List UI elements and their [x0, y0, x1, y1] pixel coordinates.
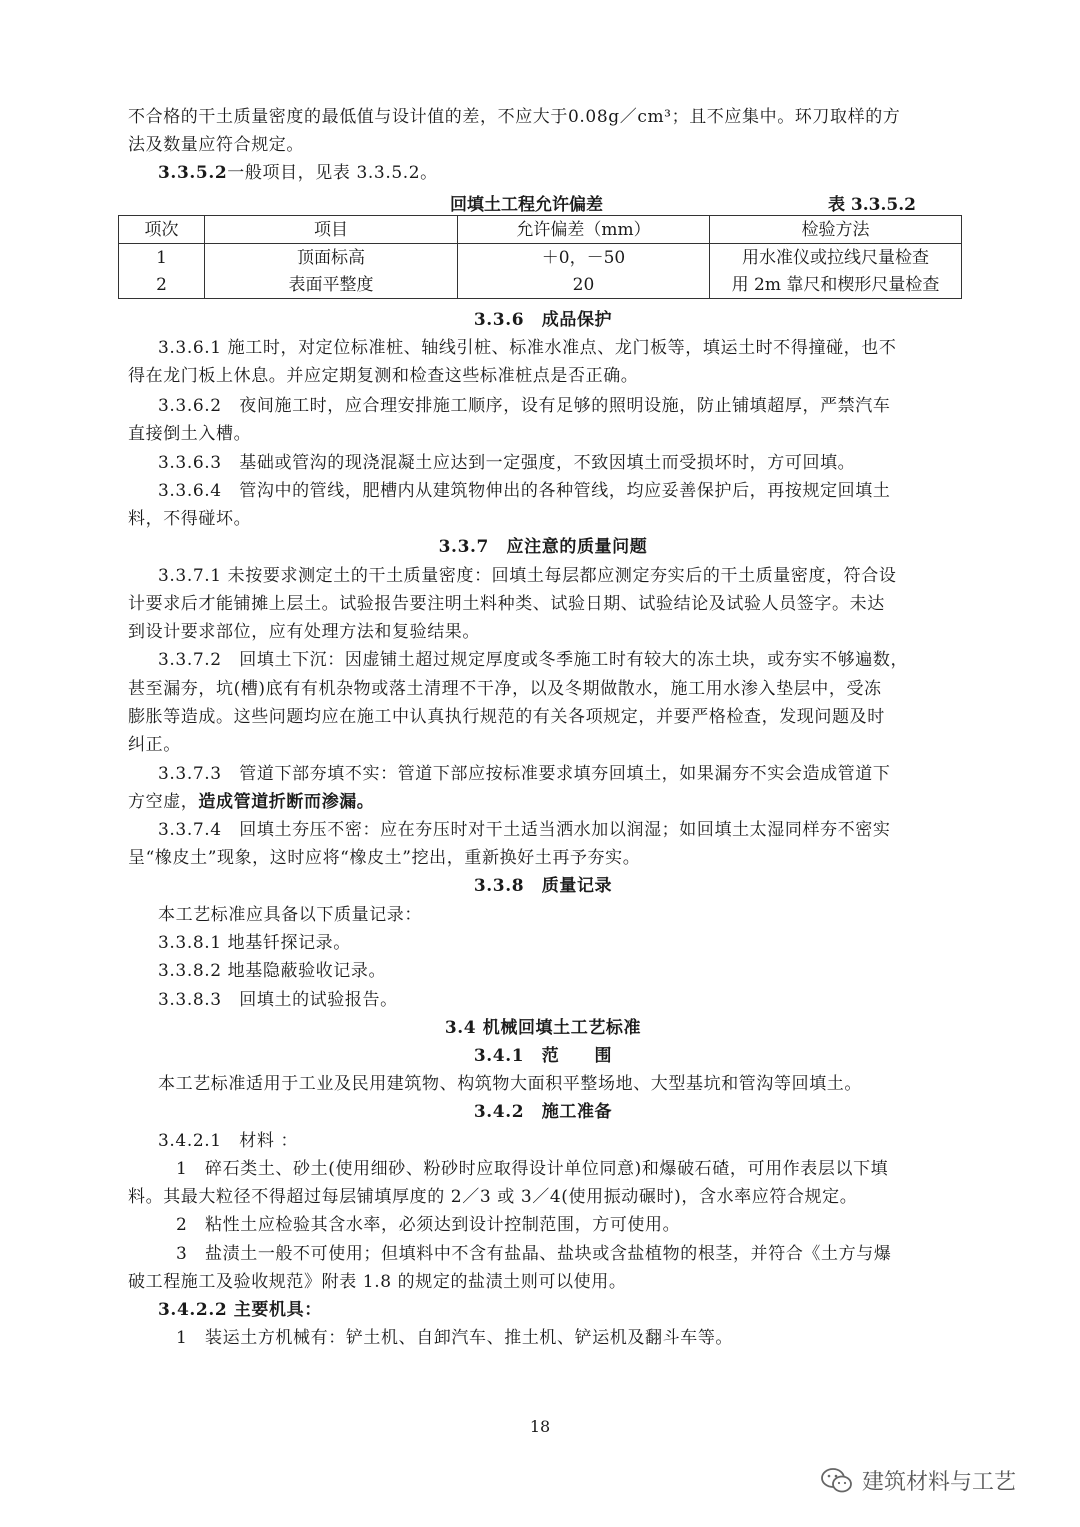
table-cell: 表面平整度 [205, 271, 458, 299]
table-cell: 用 2m 靠尺和楔形尺量检查 [710, 271, 962, 299]
table-row [119, 244, 962, 272]
table-header-row [119, 216, 962, 244]
paragraph-line: 2 粘性土应检验其含水率，必须达到设计控制范围，方可使用。 [176, 1215, 681, 1235]
paragraph-line: 1 装运土方机械有：铲土机、自卸汽车、推土机、铲运机及翻斗车等。 [176, 1328, 734, 1348]
paragraph-line: 3.3.7.4 回填土夯压不密：应在夯压时对干土适当洒水加以润湿；如回填土太湿同样夯不密实 [158, 820, 891, 840]
table-cell: 20 [458, 271, 710, 299]
paragraph-line [128, 792, 958, 812]
table-header-cell: 项次 [119, 216, 205, 244]
table-cell: 1 [119, 244, 205, 272]
table-header-cell: 检验方法 [710, 216, 962, 244]
line-text: 方空虚， [128, 792, 199, 812]
paragraph-line: 3.3.7.3 管道下部夯填不实：管道下部应按标准要求填夯回填土，如果漏夯不实会造成管道下 [158, 764, 891, 784]
emphasis-text: 造成管道折断而渗漏。 [198, 792, 375, 812]
record-item: 3.3.8.1 地基钎探记录。 [158, 933, 351, 953]
subsection-heading: 3.4.2.1 材料 ： [158, 1131, 299, 1151]
table-row [119, 271, 962, 299]
chapter-heading: 3.4 机械回填土工艺标准 [444, 1018, 642, 1038]
paragraph-line: 不合格的干土质量密度的最低值与设计值的差，不应大于0.08g／cm³；且不应集中。环刀取样的方 [128, 107, 901, 127]
table-caption: 回填土工程允许偏差 [450, 195, 603, 215]
paragraph-line: 得在龙门板上休息。并应定期复测和检查这些标准桩点是否正确。 [128, 366, 639, 386]
paragraph-line: 破工程施工及验收规范》附表 1.8 的规定的盐渍土则可以使用。 [128, 1272, 627, 1292]
section-heading: 3.4.2 施工准备 [473, 1102, 613, 1122]
page-number: 18 [529, 1417, 551, 1436]
paragraph-line: 膨胀等造成。这些问题均应在施工中认真执行规范的有关各项规定，并要严格检查，发现问题及时 [128, 707, 885, 727]
paragraph-line: 呈“橡皮土”现象，这时应将“橡皮土”挖出，重新换好土再予夯实。 [128, 848, 641, 868]
paragraph-line: 料，不得碰坏。 [128, 509, 252, 529]
watermark [820, 1465, 1016, 1496]
section-heading: 3.4.1 范 围 [473, 1046, 613, 1066]
paragraph-line: 计要求后才能铺摊上层土。试验报告要注明土料种类、试验日期、试验结论及试验人员签字。未达 [128, 594, 885, 614]
paragraph-line: 料。其最大粒径不得超过每层铺填厚度的 2／3 或 3／4(使用振动碾时)，含水率应符合规定。 [128, 1187, 858, 1207]
table-cell: 用水准仪或拉线尺量检查 [710, 244, 962, 272]
paragraph-line: 到设计要求部位，应有处理方法和复验结果。 [128, 622, 480, 642]
table-cell: 顶面标高 [205, 244, 458, 272]
tolerance-table [118, 215, 962, 299]
paragraph-line: 法及数量应符合规定。 [128, 135, 304, 155]
paragraph-line: 本工艺标准适用于工业及民用建筑物、构筑物大面积平整场地、大型基坑和管沟等回填土。 [158, 1074, 862, 1094]
section-heading: 3.3.8 质量记录 [473, 876, 613, 896]
paragraph-line: 本工艺标准应具备以下质量记录： [158, 905, 422, 925]
paragraph-line: 3.3.6.2 夜间施工时，应合理安排施工顺序，设有足够的照明设施，防止铺填超厚，严禁汽车 [158, 396, 891, 416]
paragraph-line: 纠正。 [128, 735, 181, 755]
table-number: 表 3.3.5.2 [828, 195, 916, 215]
watermark-text: 建筑材料与工艺 [862, 1470, 1017, 1495]
table-header-cell: 项目 [205, 216, 458, 244]
section-heading: 3.3.6 成品保护 [473, 310, 613, 330]
table-cell: 2 [119, 271, 205, 299]
table-cell: ＋0，－50 [458, 244, 710, 272]
clause-text: 一般项目，见表 3.3.5.2。 [227, 163, 438, 183]
table-header-cell: 允许偏差（mm） [458, 216, 710, 244]
clause-number: 3.3.5.2 [158, 163, 228, 183]
paragraph-line: 3 盐渍土一般不可使用；但填料中不含有盐晶、盐块或含盐植物的根茎，并符合《土方与爆 [176, 1244, 892, 1264]
record-item: 3.3.8.2 地基隐蔽验收记录。 [158, 961, 387, 981]
paragraph-line: 3.3.6.3 基础或管沟的现浇混凝土应达到一定强度，不致因填土而受损坏时，方可回填。 [158, 453, 856, 473]
subsection-heading: 3.4.2.2 主要机具： [158, 1300, 322, 1320]
record-item: 3.3.8.3 回填土的试验报告。 [158, 990, 398, 1010]
paragraph-line: 3.3.7.2 回填土下沉：因虚铺土超过规定厚度或冬季施工时有较大的冻土块，或夯实不够遍数， [158, 650, 909, 670]
paragraph-line [158, 163, 988, 183]
paragraph-line: 3.3.7.1 未按要求测定土的干土质量密度：回填土每层都应测定夯实后的干土质量密度，符合设 [158, 566, 897, 586]
paragraph-line: 直接倒土入槽。 [128, 424, 252, 444]
paragraph-line: 3.3.6.1 施工时，对定位标准桩、轴线引桩、标准水准点、龙门板等，填运土时不得撞碰，也不 [158, 338, 897, 358]
paragraph-line: 1 碎石类土、砂土(使用细砂、粉砂时应取得设计单位同意)和爆破石碴，可用作表层以下填 [176, 1159, 889, 1179]
section-heading: 3.3.7 应注意的质量问题 [438, 537, 648, 557]
wechat-icon [820, 1466, 854, 1496]
paragraph-line: 3.3.6.4 管沟中的管线，肥槽内从建筑物伸出的各种管线，均应妥善保护后，再按规定回填土 [158, 481, 891, 501]
paragraph-line: 甚至漏夯，坑(槽)底有有机杂物或落土清理不干净，以及冬期做散水，施工用水渗入垫层中，受冻 [128, 679, 882, 699]
